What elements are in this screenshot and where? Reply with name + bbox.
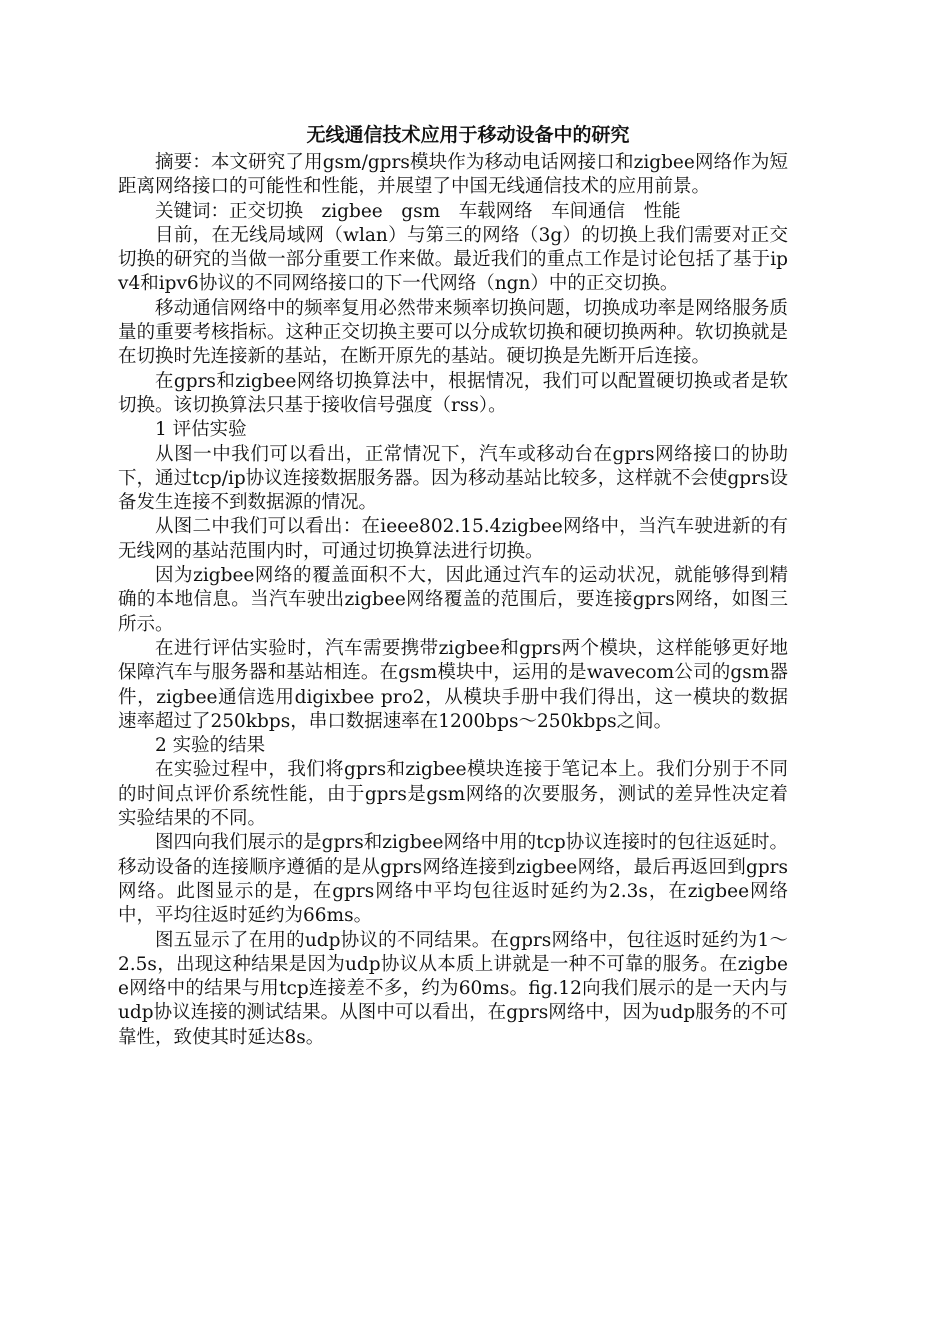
intro-paragraph: 移动通信网络中的频率复用必然带来频率切换问题，切换成功率是网络服务质量的重要考核指标。这种正交切换主要可以分成软切换和硬切换两种。软切换就是在切换时先连接新的基站，在断开原先的基站。硬切换是先断开后连接。 (118, 297, 788, 368)
document-title: 无线通信技术应用于移动设备中的研究 (306, 124, 630, 146)
abstract-paragraph: 摘要：本文研究了用gsm/gprs模块作为移动电话网接口和zigbee网络作为短距离网络接口的可能性和性能，并展望了中国无线通信技术的应用前景。 (118, 152, 788, 198)
section1-paragraph: 从图二中我们可以看出：在ieee802.15.4zigbee网络中，当汽车驶进新的有无线网的基站范围内时，可通过切换算法进行切换。 (118, 516, 788, 562)
section-heading-1: 1 评估实验 (155, 419, 247, 441)
section2-paragraph: 在实验过程中，我们将gprs和zigbee模块连接于笔记本上。我们分别于不同的时间点评价系统性能，由于gprs是gsm网络的次要服务，测试的差异性决定着实验结果的不同。 (118, 759, 788, 830)
section1-paragraph: 从图一中我们可以看出，正常情况下，汽车或移动台在gprs网络接口的协助下，通过tcp/ip协议连接数据服务器。因为移动基站比较多，这样就不会使gprs设备发生连接不到数据源的情况。 (118, 443, 788, 514)
intro-paragraph: 目前，在无线局域网（wlan）与第三的网络（3g）的切换上我们需要对正交切换的研究的当做一部分重要工作来做。最近我们的重点工作是讨论包括了基于ipv4和ipv6协议的不同网络接口的下一代网络（ngn）中的正交切换。 (118, 224, 788, 295)
section2-paragraph: 图五显示了在用的udp协议的不同结果。在gprs网络中，包往返时延约为1～2.5s，出现这种结果是因为udp协议从本质上讲就是一种不可靠的服务。在zigbee网络中的结果与用tcp连接差不多，约为60ms。fig.12向我们展示的是一天内与udp协议连接的测试结果。从图中可以看出，在gprs网络中，因为udp服务的不可靠性，致使其时延达8s。 (118, 929, 788, 1048)
document-page (118, 119, 788, 1050)
keywords-paragraph: 关键词：正交切换 zigbee gsm 车载网络 车间通信 性能 (155, 200, 681, 222)
section1-paragraph: 在进行评估实验时，汽车需要携带zigbee和gprs两个模块，这样能够更好地保障汽车与服务器和基站相连。在gsm模块中，运用的是wavecom公司的gsm器件，zigbee通信选用digixbee pro2，从模块手册中我们得出，这一模块的数据速率超过了250kbps，串口数据速率在1200bps～250kbps之间。 (118, 637, 788, 732)
section2-paragraph: 图四向我们展示的是gprs和zigbee网络中用的tcp协议连接时的包往返延时。移动设备的连接顺序遵循的是从gprs网络连接到zigbee网络，最后再返回到gprs网络。此图显示的是，在gprs网络中平均包往返时延约为2.3s，在zigbee网络中，平均往返时延约为66ms。 (118, 832, 788, 927)
section1-paragraph: 因为zigbee网络的覆盖面积不大，因此通过汽车的运动状况，就能够得到精确的本地信息。当汽车驶出zigbee网络覆盖的范围后，要连接gprs网络，如图三所示。 (118, 565, 788, 635)
intro-paragraph: 在gprs和zigbee网络切换算法中，根据情况，我们可以配置硬切换或者是软切换。该切换算法只基于接收信号强度（rss）。 (118, 370, 788, 416)
section-heading-2: 2 实验的结果 (155, 735, 266, 757)
